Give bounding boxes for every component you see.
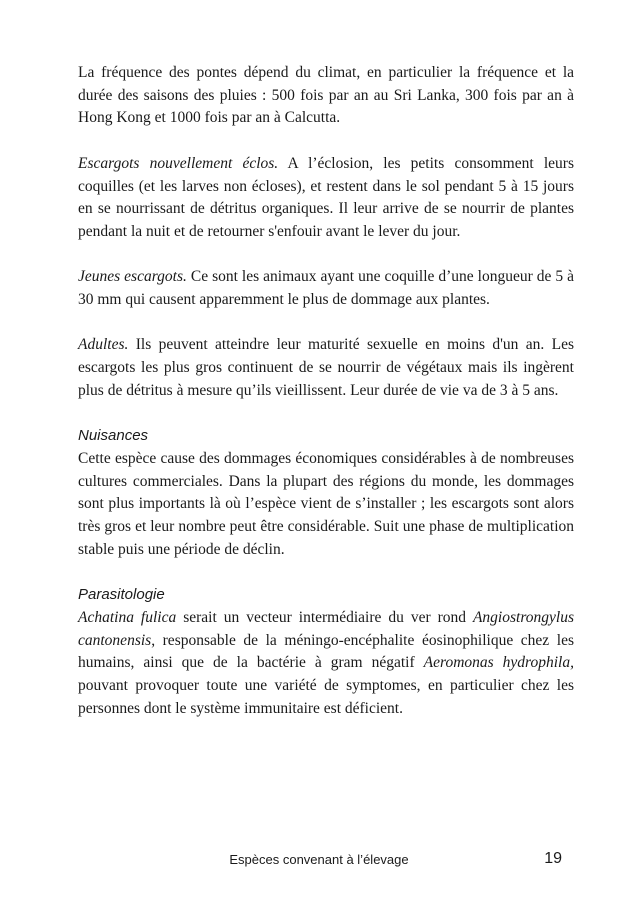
paragraph-adults [78, 334, 574, 402]
species-aeromonas: Aeromonas hydrophila, [423, 654, 574, 672]
body-text [78, 62, 574, 743]
species-achatina-fulica: Achatina fulica [78, 608, 177, 626]
paragraph-hatchlings [78, 153, 574, 244]
footer-title: Espèces convenant à l’élevage [229, 852, 409, 867]
lead-hatchlings: Escargots nouvellement éclos. [78, 154, 279, 172]
paragraph-egg-laying: La fréquence des pontes dépend du climat, en particulier la fréquence et la durée des saisons des pluies : 500 fois par an au Sri Lanka, 300 fois par an à Hong Kong et 1000 fois par an à Calcutta. [78, 64, 574, 127]
heading-nuisances: Nuisances [78, 427, 149, 445]
species-angiostrongylus: Angiostrongylus cantonensis [78, 608, 575, 649]
text-young-snails: Ce sont les animaux ayant une coquille d’une longueur de 5 à 30 mm qui causent apparemment le plus de dommage aux plantes. [78, 268, 575, 308]
parasitologie-text-2: , responsable de la méningo-encéphalite éosinophilique chez les humains, ainsi que de la bactérie à gram négatif [78, 631, 574, 672]
page-number: 19 [544, 850, 562, 867]
paragraph-young-snails [78, 266, 574, 311]
parasitologie-text-1: serait un vecteur intermédiaire du ver rond [176, 608, 473, 626]
lead-young-snails: Jeunes escargots. [78, 268, 187, 286]
lead-adults: Adultes. [78, 336, 129, 354]
heading-parasitologie: Parasitologie [78, 586, 165, 604]
paragraph-nuisances: Cette espèce cause des dommages économiques considérables à de nombreuses cultures commerciales. Dans la plupart des régions du monde, les dommages sont plus importants là où l’espèce vient de s’installer ; les escargots sont alors très gros et leur nombre peut être considérable. Suit une phase de multiplication stable puis une période de déclin. [78, 449, 574, 558]
text-hatchlings: A l’éclosion, les petits consomment leurs coquilles (et les larves non écloses), et restent dans le sol pendant 5 à 15 jours en se nourrissant de détritus organiques. Il leur arrive de se nourrir de plantes pendant la nuit et de retourner s'enfouir avant le lever du jour. [78, 154, 575, 240]
parasitologie-text-3: pouvant provoquer toute une variété de symptomes, en particulier chez les personnes dont le système immunitaire est déficient. [78, 676, 574, 717]
text-adults: Ils peuvent atteindre leur maturité sexuelle en moins d'un an. Les escargots les plus gros continuent de se nourrir de végétaux mais ils ingèrent plus de détritus à mesure qu’ils vieillissent. Leur durée de vie va de 3 à 5 ans. [78, 336, 574, 399]
paragraph-parasitologie [78, 607, 574, 721]
